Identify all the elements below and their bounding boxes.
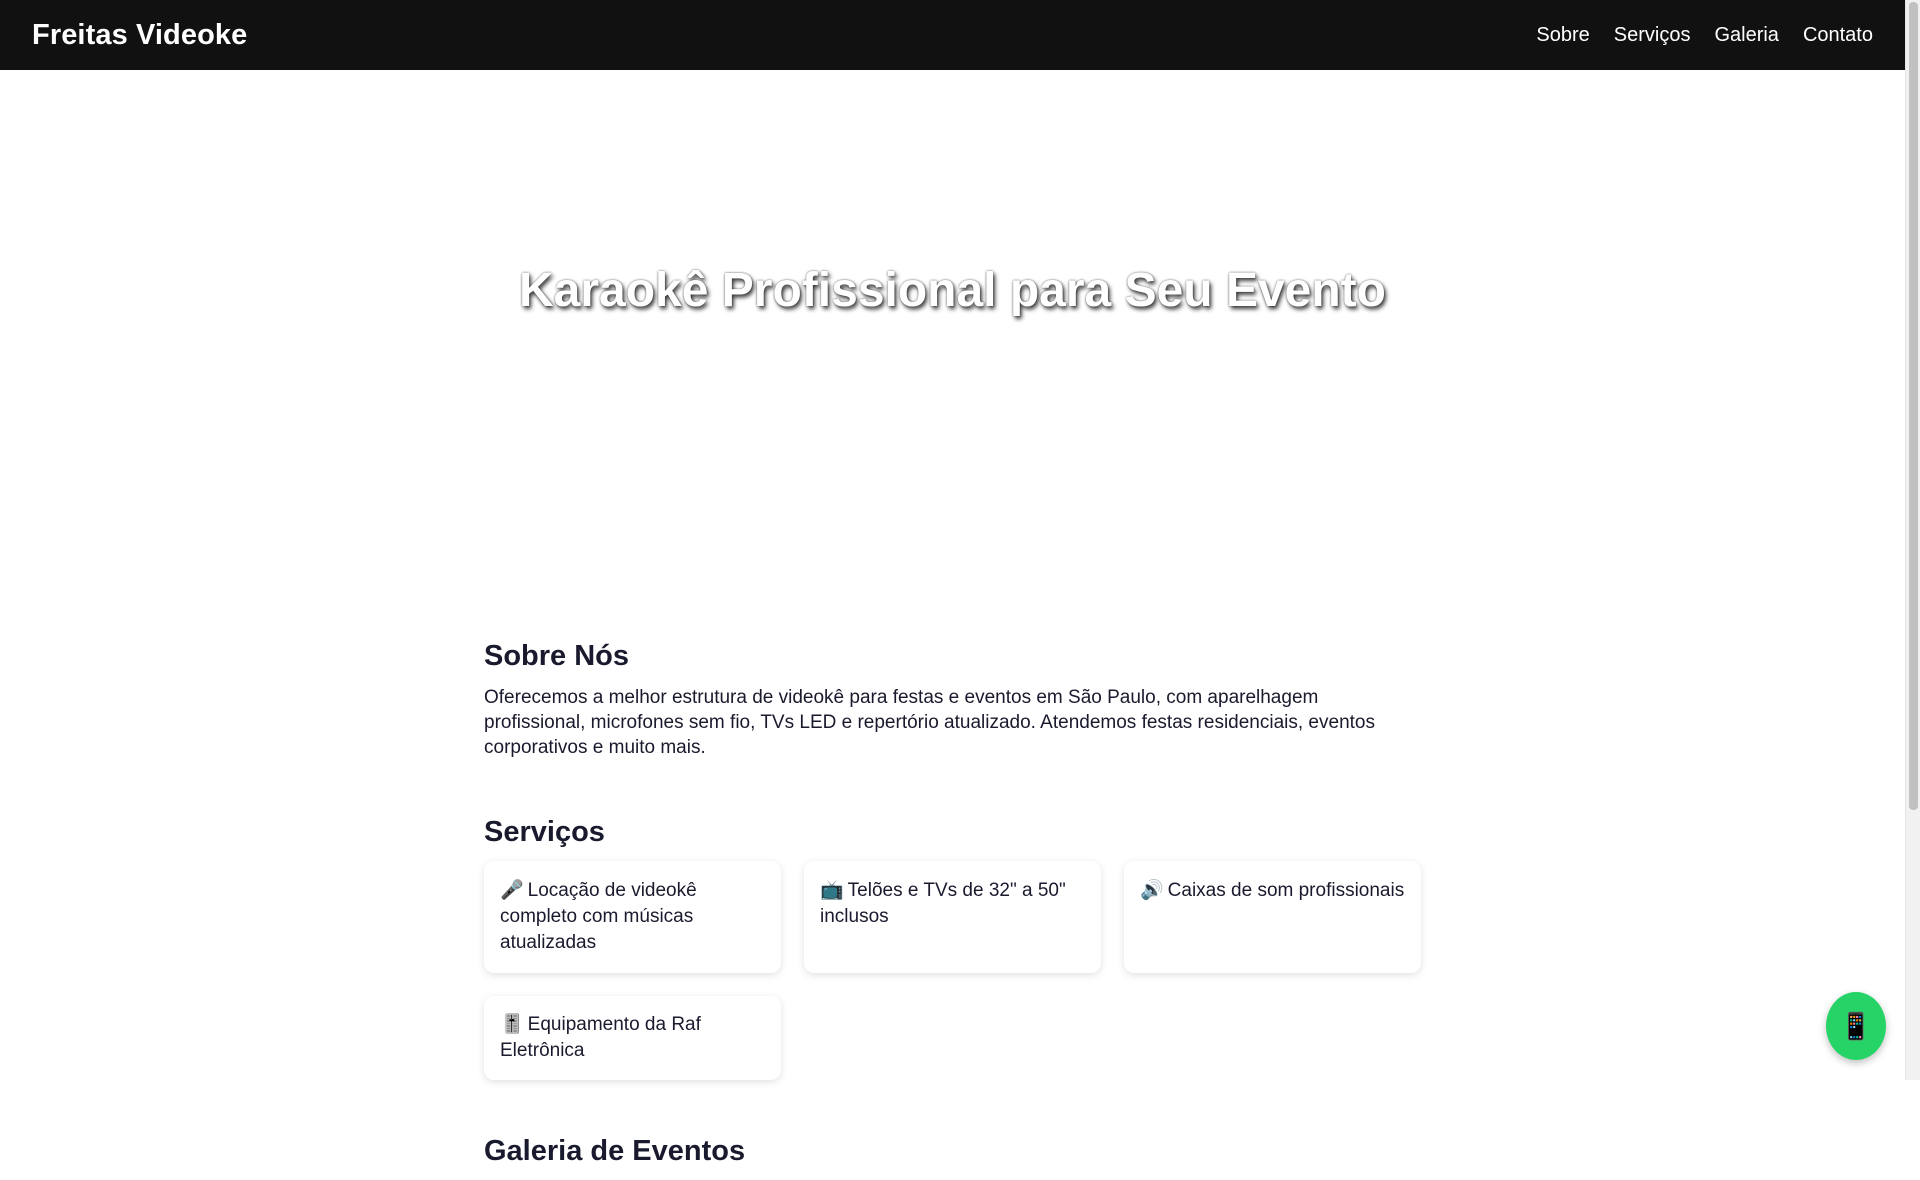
about-section (484, 640, 1422, 760)
service-card-equipamento (484, 996, 781, 1080)
about-text: Oferecemos a melhor estrutura de videokê para festas e eventos em São Paulo, com aparelhagem profissional, microfones sem fio, TVs LED e repertório atualizado. Atendemos festas residenciais, eventos corporativos e muito mais. (484, 687, 1375, 758)
microphone-icon: 🎤 (500, 880, 524, 901)
nav-link-servicos[interactable]: Serviços (1613, 23, 1691, 46)
service-label: Caixas de som profissionais (1167, 880, 1405, 901)
brand-logo[interactable]: Freitas Videoke (32, 18, 248, 51)
hero-title: Karaokê Profissional para Seu Evento (519, 263, 1386, 317)
hero-section (0, 70, 1905, 610)
service-label: Telões e TVs de 32" a 50" inclusos (820, 880, 1066, 927)
service-card-teloes (804, 861, 1101, 973)
nav-link-sobre[interactable]: Sobre (1536, 23, 1590, 46)
services-title: Serviços (484, 816, 605, 848)
speaker-icon: 🔊 (1140, 880, 1164, 901)
about-title: Sobre Nós (484, 640, 630, 672)
service-label: Equipamento da Raf Eletrônica (500, 1014, 701, 1061)
services-grid (484, 861, 1422, 1080)
nav-link-galeria[interactable]: Galeria (1714, 23, 1779, 46)
phone-icon: 📱 (1839, 1010, 1873, 1041)
vertical-scrollbar[interactable] (1905, 0, 1920, 1080)
service-label: Locação de videokê completo com músicas atualizadas (500, 880, 697, 953)
service-card-caixas (1124, 861, 1421, 973)
whatsapp-button[interactable] (1826, 992, 1886, 1060)
nav-link-contato[interactable]: Contato (1802, 23, 1873, 46)
tv-icon: 📺 (820, 880, 844, 901)
site-header (0, 0, 1905, 70)
main-nav (1512, 24, 1873, 47)
main-content (484, 640, 1422, 1180)
gallery-title: Galeria de Eventos (484, 1135, 746, 1167)
services-section (484, 816, 1422, 1080)
mixer-icon: 🎚️ (500, 1014, 524, 1035)
scrollbar-thumb[interactable] (1909, 2, 1918, 810)
service-card-videoke (484, 861, 781, 973)
gallery-section (484, 1135, 1422, 1168)
